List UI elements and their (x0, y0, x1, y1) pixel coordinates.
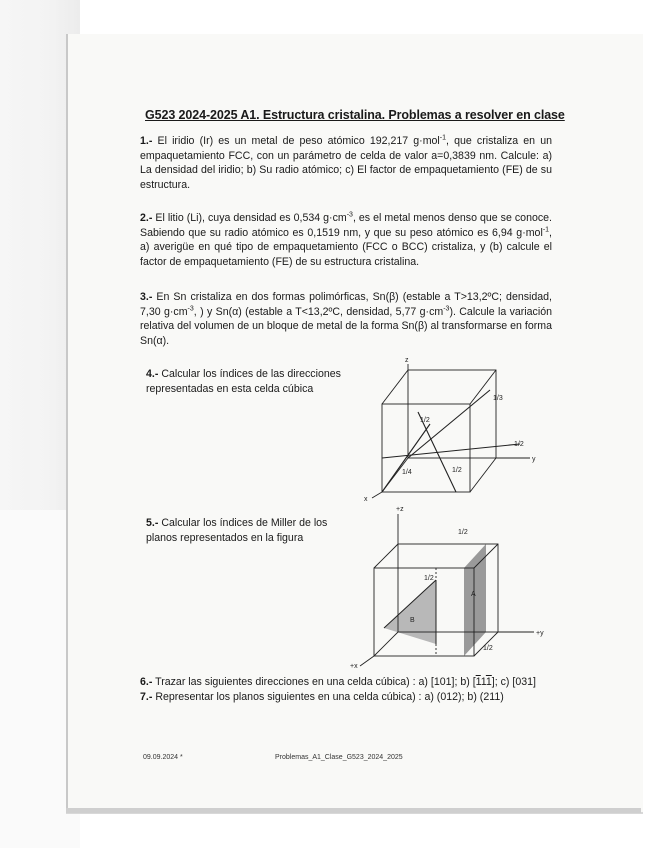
problem-7 (140, 690, 504, 705)
plane-a (464, 544, 486, 656)
figure1-frac-bottom-left: 1/4 (402, 469, 412, 476)
cube-edge (382, 370, 408, 404)
problem-4-line-2: representadas en esta celda cúbica (146, 382, 314, 395)
problem-2-sup-b: -1 (542, 226, 550, 234)
paper-edge (66, 808, 641, 813)
problem-5 (146, 516, 327, 545)
problem-3-text-b: , ) y Sn(α) (estable a T<13,2ºC, densidad, 5,77 g·cm (193, 305, 444, 318)
problem-3 (140, 290, 552, 348)
problem-3-text-a: En Sn cristaliza en dos formas polimórficas, Sn(β) (estable a T>13,2ºC; densidad, 7,30 g·cm (140, 291, 552, 318)
plane-b (384, 580, 436, 644)
figure2-frac-mid: 1/2 (424, 575, 434, 582)
problem-3-number: 3.- (140, 291, 153, 303)
problem-6-bar-1: 1 (475, 676, 481, 688)
problem-4-number: 4.- (146, 368, 159, 380)
problem-1 (140, 134, 552, 192)
problem-1-text-a: El iridio (Ir) es un metal de peso atómico 192,217 g·mol (152, 135, 440, 147)
problem-2-text-a: El litio (Li), cuya densidad es 0,534 g·cm (152, 212, 347, 224)
figure2-frac-bottom: 1/2 (483, 645, 493, 652)
cube-back-face (408, 370, 496, 458)
problem-6-mid: 1 (480, 676, 486, 688)
problem-7-number: 7.- (140, 691, 153, 703)
problem-3-text-c: ). Calcule la variación relativa del volumen de un bloque de metal de la forma Sn(β) al transformarse en forma Sn(α). (140, 305, 552, 347)
axis-plus-x-line (360, 656, 374, 666)
problem-6-end: ]; c) [031] (491, 676, 536, 688)
problem-2-number: 2.- (140, 212, 153, 224)
cube-edge (470, 458, 496, 492)
figure-cubic-cell-directions (360, 357, 550, 503)
problem-2-text-c: , a) averigüe en qué tipo de empaquetamiento (FCC o BCC) cristaliza, y (b) calcule el factor de empaquetamiento (FE) de su estructura cristalina. (140, 226, 552, 268)
problem-6 (140, 675, 536, 690)
figure-miller-planes (340, 508, 550, 668)
figure2-frac-top: 1/2 (458, 529, 468, 536)
axis-x-line (372, 492, 382, 498)
figure2-axis-z: +z (396, 506, 404, 513)
problem-4 (146, 367, 341, 396)
figure2-plane-a-label: A (471, 591, 476, 598)
problem-6-bar-2: 1 (485, 676, 492, 688)
figure1-frac-bottom-mid: 1/2 (452, 467, 462, 474)
figure1-axis-x: x (364, 496, 368, 503)
direction-vector-4 (382, 444, 520, 458)
problem-3-sup-b: -3 (443, 305, 450, 313)
problem-6-number: 6.- (140, 676, 153, 688)
footer-filename: Problemas_A1_Clase_G523_2024_2025 (275, 754, 403, 761)
problem-5-line-2: planos representados en la figura (146, 531, 304, 544)
problem-2-text-b: , es el metal menos denso que se conoce. Sabiendo que su radio atómico es 0,1519 nm, y que su peso atómico es 6,94 g·mol (140, 212, 552, 239)
figure1-axis-z: z (405, 357, 409, 364)
figure2-axis-x: +x (350, 663, 358, 670)
footer-date: 09.09.2024 * (143, 754, 183, 761)
figure1-frac-right: 1/2 (514, 441, 524, 448)
figure2-axis-y: +y (536, 630, 544, 637)
figure1-frac-left: 1/2 (420, 417, 430, 424)
problem-5-number: 5.- (146, 517, 159, 529)
problem-1-sup-a: -1 (439, 134, 447, 142)
cube2-edge (374, 544, 398, 568)
figure1-axis-y: y (532, 456, 536, 463)
problem-1-text-b: , que cristaliza en un empaquetamiento FCC, con un parámetro de celda de valor a=0,3839 nm. Calcule: a) La densidad del iridio; b) Su radio atómico; c) El factor de empaquetamiento (FE) de su estructura. (140, 135, 552, 191)
problem-5-line-1: Calcular los índices de Miller de los (158, 517, 328, 529)
problem-2 (140, 211, 552, 269)
page-title: G523 2024-2025 A1. Estructura cristalina. Problemas a resolver en clase (145, 108, 565, 122)
problem-2-sup-a: -3 (346, 211, 353, 219)
cube2-edge (374, 632, 398, 656)
figure1-frac-top: 1/3 (493, 395, 503, 402)
problem-3-sup-a: -3 (187, 305, 194, 313)
figure2-plane-b-label: B (410, 617, 415, 624)
problem-4-line-1: Calcular los índices de las direcciones (158, 368, 341, 380)
problem-6-text: Trazar las siguientes direcciones en una celda cúbica) : a) [101]; b) [ (152, 676, 476, 688)
problem-1-number: 1.- (140, 135, 153, 147)
problem-7-text: Representar los planos siguientes en una celda cúbica) : a) (012); b) (211) (152, 691, 504, 703)
